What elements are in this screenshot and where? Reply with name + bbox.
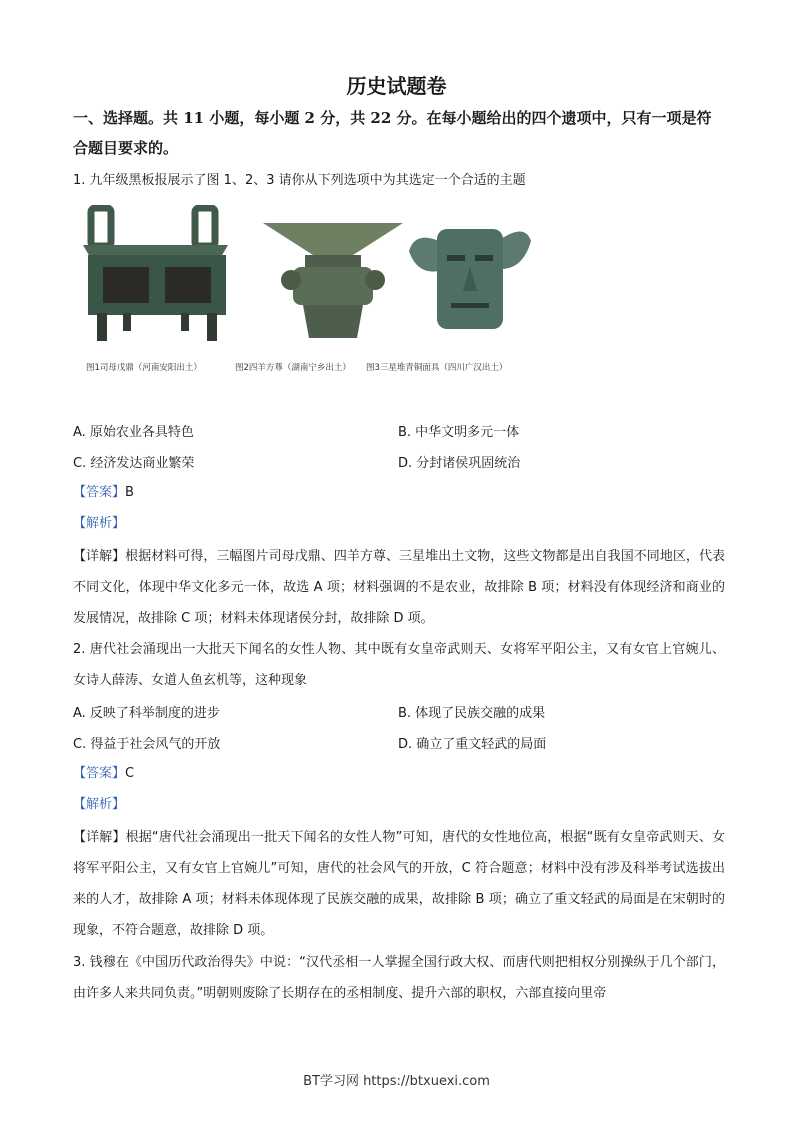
fig1-caption: 图1司母戊鼎（河南安阳出土）: [86, 363, 202, 373]
section-header: 一、选择题。共 11 小题，每小题 2 分，共 22 分。在每小题给出的四个遗项中，只有一项是符合题目要求的。: [73, 109, 712, 157]
q2-detail: [73, 822, 725, 946]
q2-answer: [73, 763, 723, 785]
sanxingdui-mask-image: [405, 225, 535, 335]
site-footer: BT学习网 https://btxuexi.com: [303, 1074, 490, 1089]
q2-stem: 2. 唐代社会涌现出一大批天下闻名的女性人物、其中既有女皇帝武则天、女将军平阳公主，又有女官上官婉儿、女诗人薛涛、女道人鱼玄机等，这种现象: [73, 642, 725, 688]
q2-option-c: C. 得益于社会风气的开放: [73, 737, 221, 752]
q2-analysis-label: 【解析】: [73, 797, 126, 812]
answer-value: B: [125, 485, 134, 500]
answer-label: 【答案】: [73, 766, 126, 781]
four-ram-zun-image: [263, 220, 403, 340]
q1-analysis-label: 【解析】: [73, 516, 126, 531]
q1-option-b: B. 中华文明多元一体: [398, 425, 520, 440]
q1-answer: [73, 482, 723, 504]
q2-option-a: A. 反映了科举制度的进步: [73, 706, 220, 721]
ding-vessel-image: [83, 205, 233, 345]
q1-detail: [73, 541, 725, 634]
fig3-caption: 图3三星堆青铜面具（四川广汉出土）: [366, 363, 508, 373]
q1-stem: 1. 九年级黑板报展示了图 1、2、3 请你从下列选项中为其选定一个合适的主题: [73, 173, 526, 188]
q2-option-b: B. 体现了民族交融的成果: [398, 706, 546, 721]
detail-label: 【详解】: [73, 549, 126, 564]
answer-label: 【答案】: [73, 485, 126, 500]
q1-option-a: A. 原始农业各具特色: [73, 425, 194, 440]
fig2-caption: 图2四羊方尊（湖南宁乡出土）: [235, 363, 351, 373]
q1-figures: [83, 200, 543, 380]
q2-option-d: D. 确立了重文轻武的局面: [398, 737, 547, 752]
answer-value: C: [125, 766, 135, 781]
q3-stem: 3. 钱穆在《中国历代政治得失》中说：“汉代丞相一人掌握全国行政大权、而唐代则把相权分别操纵于几个部门，由许多人来共同负责。”明朝则废除了长期存在的丞相制度、提升六部的职权，六部直接向里帝: [73, 955, 725, 1001]
page-title: 历史试题卷: [346, 74, 447, 98]
detail-label: 【详解】: [73, 830, 126, 845]
detail-text: 根据材料可得，三幅图片司母戊鼎、四羊方尊、三星堆出土文物，这些文物都是出自我国不同地区，代表不同文化，体现中华文化多元一体，故选 A 项；材料强调的不是农业，故排除 B 项；材料没有体现经济和商业的发展情况，故排除 C 项；材料未体现诸侯分封，故排除 D 项。: [73, 549, 725, 626]
detail-text: 根据“唐代社会涌现出一批天下闻名的女性人物”可知，唐代的女性地位高，根据“既有女皇帝武则天、女将军平阳公主，又有女官上官婉儿”可知，唐代的社会风气的开放，C 符合题意；材料中没有涉及科举考试选拔出来的人才，故排除 A 项；材料未体现体现了民族交融的成果，故排除 B 项；确立了重文轻武的局面是在宋朝时的现象，不符合题意，故排除 D 项。: [73, 830, 725, 938]
q1-option-c: C. 经济发达商业繁荣: [73, 456, 195, 471]
q1-option-d: D. 分封诸侯巩固统治: [398, 456, 521, 471]
